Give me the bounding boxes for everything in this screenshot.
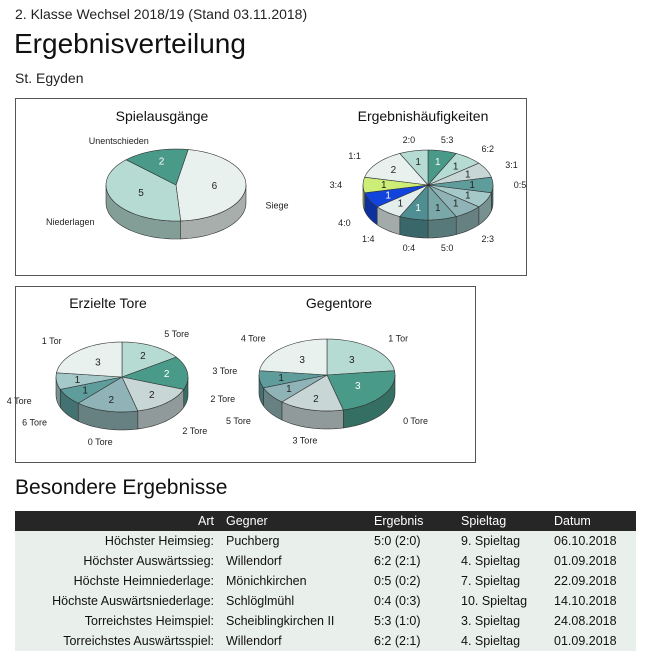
cell-spieltag: 4. Spieltag <box>461 554 521 568</box>
cell-gegner: Scheiblingkirchen II <box>226 614 335 628</box>
pie-value-label: 1 <box>74 374 81 386</box>
pie-value-label: 2 <box>108 395 115 407</box>
column-header-gegner: Gegner <box>220 511 368 531</box>
chart-ergebnishaeufigkeiten <box>16 99 526 275</box>
table-row <box>15 611 636 631</box>
pie-category-label: Niederlagen <box>45 217 95 228</box>
section-title-besondere-ergebnisse: Besondere Ergebnisse <box>15 476 228 499</box>
pie-slice-4-tore-5 <box>260 339 328 375</box>
cell-spieltag: 7. Spieltag <box>461 574 521 588</box>
cell-spieltag: 10. Spieltag <box>461 594 528 608</box>
pie-category-label: 3 Tore <box>212 366 238 377</box>
pie-category-label: 5:0 <box>440 243 454 253</box>
page-subtitle: 2. Klasse Wechsel 2018/19 (Stand 03.11.2018) <box>15 6 308 22</box>
pie-value-label: 1 <box>452 198 459 210</box>
pie-category-label: 4 Tore <box>240 333 266 344</box>
pie-category-label: 2 Tore <box>182 426 208 437</box>
pie-value-label: 2 <box>149 389 155 401</box>
pie-category-label: Siege <box>265 200 289 211</box>
pie-value-label: 1 <box>415 156 421 168</box>
pie-value-label: 2 <box>158 156 165 168</box>
pie-category-label: 0:4 <box>402 243 416 253</box>
pie-category-label: 0 Tore <box>87 436 113 447</box>
pie-value-label: 1 <box>82 385 88 397</box>
pie-value-label: 6 <box>211 181 218 193</box>
team-name: St. Egyden <box>15 70 84 86</box>
pie-category-label: 2:3 <box>481 234 495 245</box>
chart-title: Spielausgänge <box>115 108 209 124</box>
pie-category-label: 0 Tore <box>403 415 428 426</box>
results-table <box>15 511 636 651</box>
cell-ergebnis: 6:2 (2:1) <box>374 634 421 648</box>
cell-spieltag: 3. Spieltag <box>461 614 521 628</box>
pie-category-label: 2:0 <box>402 135 416 145</box>
cell-datum: 14.10.2018 <box>554 594 617 608</box>
pie-value-label: 1 <box>415 203 421 215</box>
cell-datum: 22.09.2018 <box>554 574 617 588</box>
pie-value-label: 1 <box>385 190 391 202</box>
pie-value-label: 2 <box>313 393 319 405</box>
chart-title: Ergebnishäufigkeiten <box>357 108 489 124</box>
pie-category-label: 1 Tor <box>41 335 62 346</box>
cell-datum: 01.09.2018 <box>554 554 617 568</box>
pie-category-label: 3:1 <box>505 160 518 170</box>
pie-category-label: 6 Tore <box>22 417 47 428</box>
table-header-row <box>15 511 636 531</box>
pie-value-label: 2 <box>163 369 170 381</box>
cell-datum: 01.09.2018 <box>554 634 617 648</box>
cell-gegner: Willendorf <box>226 634 282 648</box>
chart-box-bottom <box>6 286 476 463</box>
cell-ergebnis: 0:5 (0:2) <box>374 574 421 588</box>
column-header-art: Art <box>15 511 220 531</box>
cell-art: Höchster Auswärtssieg: <box>83 554 214 568</box>
table-row <box>15 631 636 651</box>
pie-category-label: 1 Tor <box>388 333 409 344</box>
pie-category-label: 1:1 <box>348 151 361 162</box>
chart-title: Gegentore <box>305 295 373 311</box>
cell-ergebnis: 6:2 (2:1) <box>374 554 421 568</box>
column-header-datum: Datum <box>548 511 636 531</box>
pie-category-label: 1:4 <box>361 234 375 245</box>
pie-category-label: 3 Tore <box>292 435 318 446</box>
pie-value-label: 1 <box>397 198 404 210</box>
page-title: Ergebnisverteilung <box>14 28 246 59</box>
cell-gegner: Willendorf <box>226 554 282 568</box>
pie-value-label: 1 <box>469 180 475 191</box>
pie-category-label: 0:5 <box>513 180 527 190</box>
cell-art: Höchste Auswärtsniederlage: <box>52 594 214 608</box>
cell-gegner: Schlöglmühl <box>226 594 295 608</box>
pie-category-label: 5:3 <box>440 135 454 145</box>
cell-datum: 24.08.2018 <box>554 614 617 628</box>
pie-value-label: 3 <box>349 355 355 367</box>
pie-value-label: 1 <box>278 373 284 384</box>
pie-value-label: 1 <box>435 203 441 215</box>
chart-gegentore <box>16 287 475 462</box>
cell-ergebnis: 5:0 (2:0) <box>374 534 421 548</box>
column-header-ergebnis: Ergebnis <box>368 511 455 531</box>
cell-datum: 06.10.2018 <box>554 534 617 548</box>
pie-value-label: 1 <box>286 383 292 395</box>
table-row <box>15 531 636 551</box>
cell-art: Höchste Heimniederlage: <box>73 574 214 588</box>
table-row <box>15 551 636 571</box>
pie-value-label: 2 <box>390 165 397 177</box>
pie-value-label: 1 <box>465 190 471 202</box>
pie-value-label: 1 <box>465 169 471 181</box>
cell-gegner: Mönichkirchen <box>226 574 307 588</box>
pie-category-label: 6:2 <box>481 143 495 154</box>
table-row <box>15 571 636 591</box>
cell-spieltag: 9. Spieltag <box>461 534 521 548</box>
table-row <box>15 591 636 611</box>
chart-title: Erzielte Tore <box>69 295 147 311</box>
chart-box-top <box>15 98 527 276</box>
cell-art: Höchster Heimsieg: <box>104 534 214 548</box>
pie-value-label: 1 <box>381 180 387 191</box>
cell-art: Torreichstes Auswärtsspiel: <box>63 634 214 648</box>
cell-ergebnis: 0:4 (0:3) <box>374 594 421 608</box>
cell-gegner: Puchberg <box>226 534 280 548</box>
column-header-spieltag: Spieltag <box>455 511 548 531</box>
pie-category-label: 4:0 <box>338 218 351 228</box>
pie-category-label: 5 Tore <box>226 415 251 426</box>
pie-value-label: 1 <box>435 156 441 168</box>
pie-value-label: 3 <box>299 355 305 367</box>
pie-value-label: 2 <box>140 350 146 362</box>
pie-category-label: 5 Tore <box>164 329 190 340</box>
pie-value-label: 5 <box>138 188 144 200</box>
cell-art: Torreichstes Heimspiel: <box>84 614 214 628</box>
pie-value-label: 3 <box>355 381 361 393</box>
pie-value-label: 3 <box>95 357 101 369</box>
pie-value-label: 1 <box>452 161 459 173</box>
pie-category-label: Unentschieden <box>88 136 149 147</box>
pie-category-label: 3:4 <box>329 180 343 190</box>
cell-ergebnis: 5:3 (1:0) <box>374 614 421 628</box>
pie-category-label: 2 Tore <box>210 393 236 404</box>
pie-slice-1-tor-0 <box>327 339 395 375</box>
pie-category-label: 4 Tore <box>6 395 32 406</box>
cell-spieltag: 4. Spieltag <box>461 634 521 648</box>
